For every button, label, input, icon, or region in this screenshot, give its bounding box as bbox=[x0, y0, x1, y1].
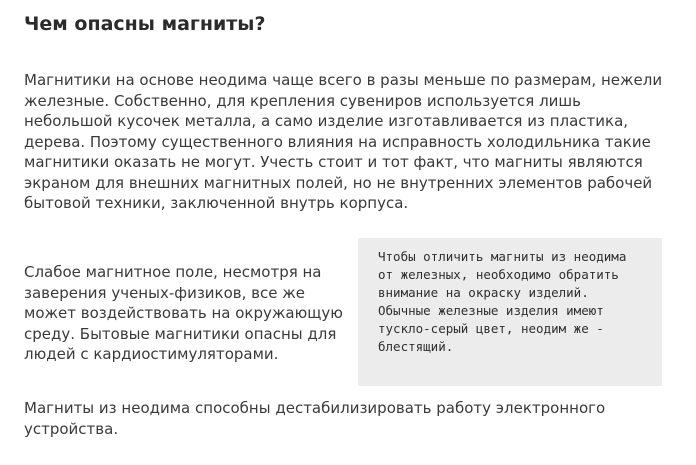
note-box bbox=[358, 238, 662, 386]
article-paragraph-3: Магниты из неодима способны дестабилизировать работу электронного устройства. bbox=[24, 399, 606, 438]
note-torn-edge-bottom bbox=[358, 383, 662, 389]
article-heading: Чем опасны магниты? bbox=[24, 13, 266, 35]
note-text: Чтобы отличить магниты из неодима от железных, необходимо обратить внимание на окраску изделий. Обычные железные изделия имеют тускло-серый цвет, неодим же - блестящий. bbox=[378, 249, 627, 354]
article-paragraph-2: Слабое магнитное поле, несмотря на заверения ученых-физиков, все же может воздействовать на окружающую среду. Бытовые магнитики опасны для людей с кардиостимуляторами. bbox=[24, 263, 343, 363]
note-torn-edge-top bbox=[358, 235, 662, 241]
note-torn-edge-right bbox=[659, 238, 665, 386]
article-paragraph-1: Магнитики на основе неодима чаще всего в разы меньше по размерам, нежели железные. Собственно, для крепления сувениров используется лишь небольшой кусочек металла, а само изделие изготавливается из пластика, дерева. Поэтому существенного влияния на исправность холодильника такие магнитики оказать не могут. Учесть стоит и тот факт, что магниты являются экраном для внешних магнитных полей, но не внутренних элементов рабочей бытовой техники, заключенной внутрь корпуса. bbox=[24, 71, 663, 212]
note-torn-edge-left bbox=[355, 238, 361, 386]
